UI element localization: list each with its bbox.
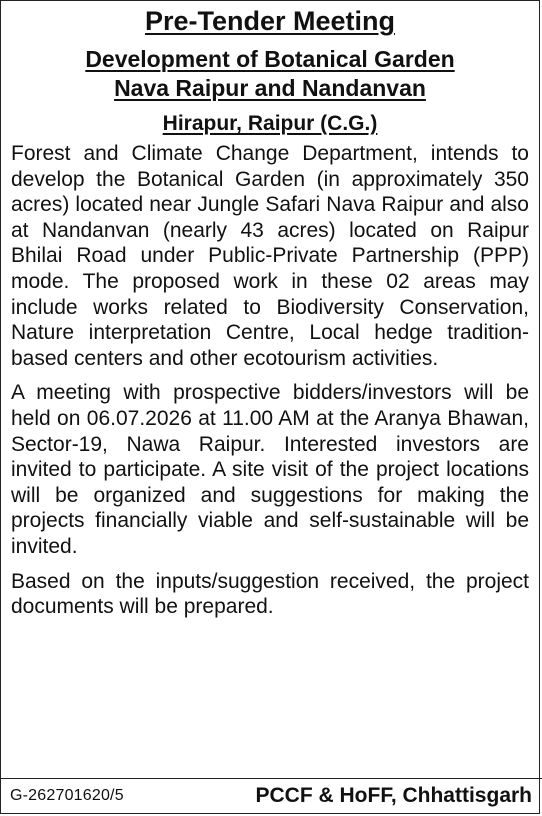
notice-subtitle <box>11 45 529 103</box>
paragraph-meeting-details: A meeting with prospective bidders/investors will be held on 06.07.2026 at 11.00 AM at the Aranya Bhawan, Sector-19, Nawa Raipur. Interested investors are invited to participate. A site visit of the project locations will be organized and suggestions for making the projects financially viable and self-sustainable will be invited. <box>11 381 529 558</box>
paragraph-project-documents: Based on the inputs/suggestion received, the project documents will be prepared. <box>11 569 529 619</box>
footer-divider <box>0 778 542 779</box>
subtitle-line-2: Nava Raipur and Nandanvan <box>114 75 426 101</box>
issuing-authority: PCCF & HoFF, Chhattisgarh <box>255 784 532 807</box>
notice-code: G-262701620/5 <box>10 787 124 804</box>
paragraph-project-description: Forest and Climate Change Department, intends to develop the Botanical Garden (in approximately 350 acres) located near Jungle Safari Nava Raipur and also at Nandanvan (nearly 43 acres) located on Raipur Bhilai Road under Public-Private Partnership (PPP) mode. The proposed work in these 02 areas may include works related to Biodiversity Conservation, Nature interpretation Centre, Local hedge tradition-based centers and other ecotourism activities. <box>11 142 529 370</box>
notice-footer <box>10 782 532 810</box>
notice-location: Hirapur, Raipur (C.G.) <box>162 112 378 135</box>
subtitle-line-1: Development of Botanical Garden <box>85 46 455 72</box>
notice-title: Pre-Tender Meeting <box>144 6 396 36</box>
